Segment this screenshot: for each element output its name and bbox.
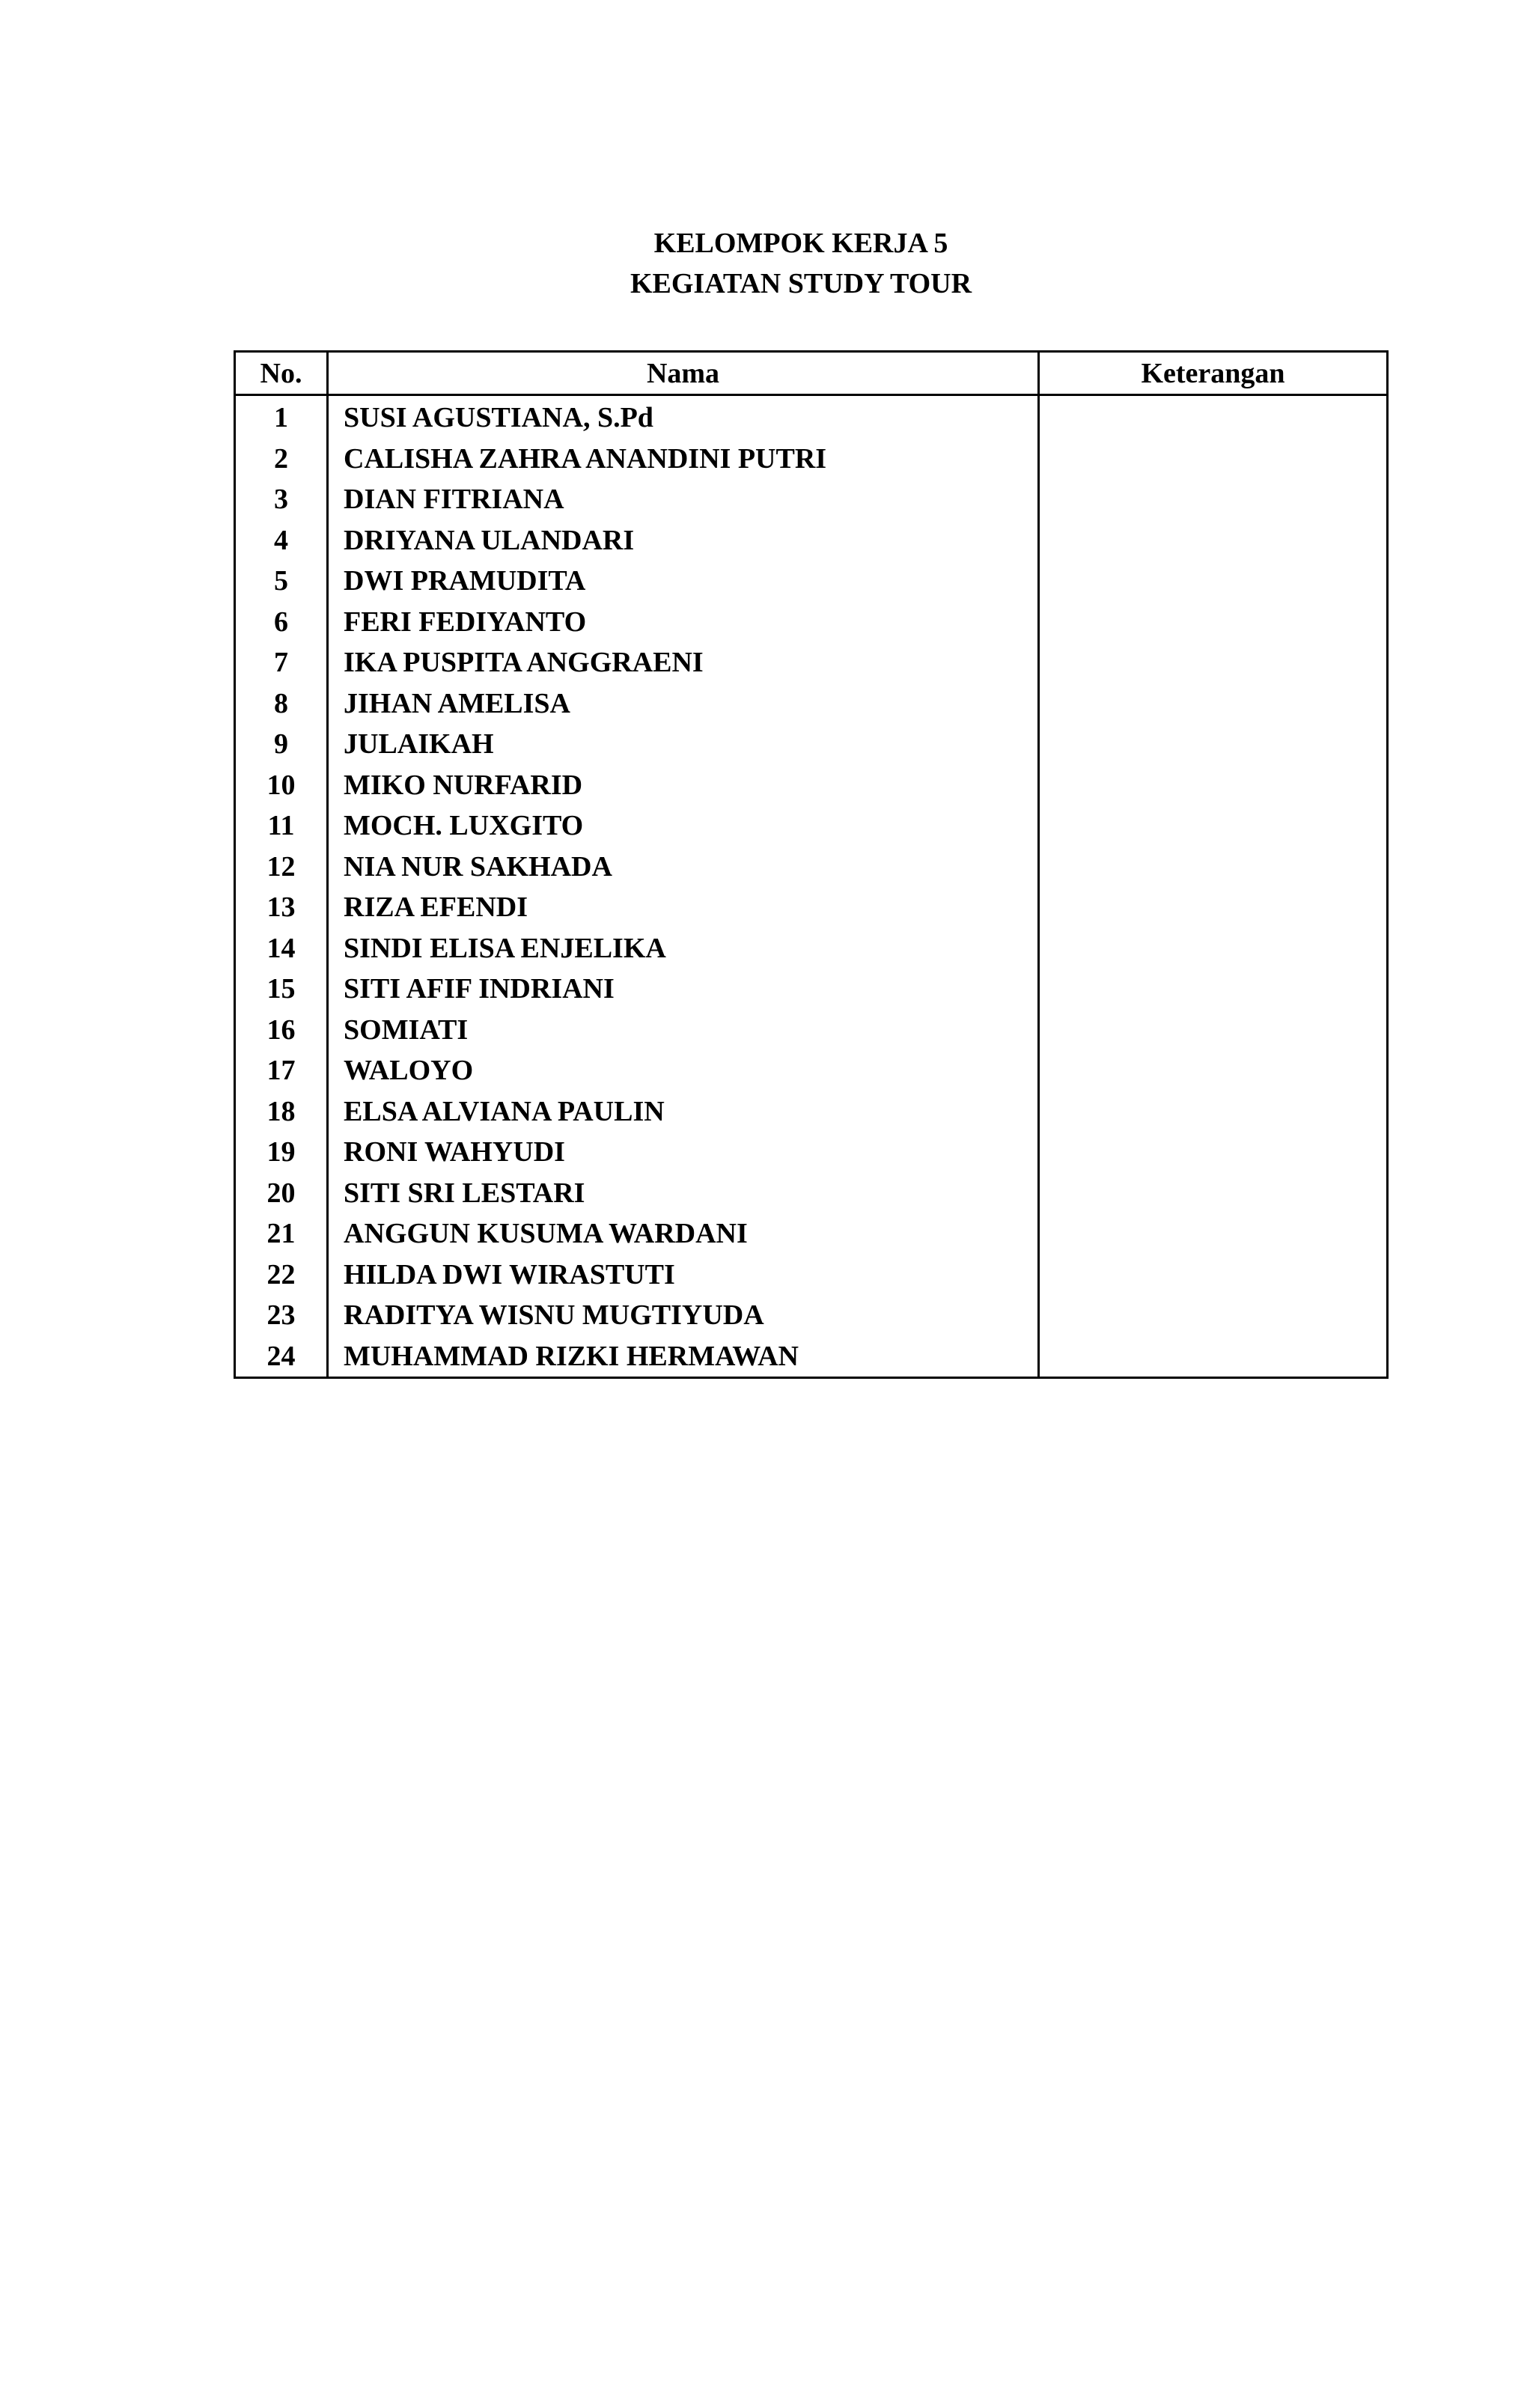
row-number: 6 [235, 602, 328, 643]
member-keterangan [1039, 805, 1388, 847]
row-number: 20 [235, 1173, 328, 1214]
member-name: WALOYO [328, 1050, 1039, 1091]
member-keterangan [1039, 439, 1388, 480]
header-nama: Nama [328, 352, 1039, 395]
row-number: 10 [235, 765, 328, 806]
row-number: 3 [235, 479, 328, 520]
member-keterangan [1039, 1255, 1388, 1296]
member-keterangan [1039, 520, 1388, 561]
row-number: 2 [235, 439, 328, 480]
header-no: No. [235, 352, 328, 395]
row-number: 24 [235, 1336, 328, 1378]
member-name: RADITYA WISNU MUGTIYUDA [328, 1295, 1039, 1336]
member-keterangan [1039, 1010, 1388, 1051]
member-keterangan [1039, 561, 1388, 602]
member-name: DRIYANA ULANDARI [328, 520, 1039, 561]
table-row [235, 1213, 1388, 1255]
table-row [235, 479, 1388, 520]
table-row [235, 887, 1388, 928]
table-row [235, 969, 1388, 1010]
member-name: NIA NUR SAKHADA [328, 847, 1039, 888]
member-keterangan [1039, 1173, 1388, 1214]
table-row [235, 1255, 1388, 1296]
row-number: 23 [235, 1295, 328, 1336]
member-keterangan [1039, 1132, 1388, 1173]
member-keterangan [1039, 969, 1388, 1010]
member-keterangan [1039, 724, 1388, 765]
member-name: DWI PRAMUDITA [328, 561, 1039, 602]
row-number: 15 [235, 969, 328, 1010]
table-row [235, 1336, 1388, 1378]
member-keterangan [1039, 1213, 1388, 1255]
member-name: SUSI AGUSTIANA, S.Pd [328, 395, 1039, 439]
member-name: RIZA EFENDI [328, 887, 1039, 928]
member-keterangan [1039, 765, 1388, 806]
member-keterangan [1039, 479, 1388, 520]
member-keterangan [1039, 887, 1388, 928]
member-name: JIHAN AMELISA [328, 683, 1039, 725]
table-row [235, 1050, 1388, 1091]
member-name: SINDI ELISA ENJELIKA [328, 928, 1039, 969]
member-name: FERI FEDIYANTO [328, 602, 1039, 643]
table-header-row [235, 352, 1388, 395]
member-name: SITI AFIF INDRIANI [328, 969, 1039, 1010]
table-row [235, 683, 1388, 725]
table-row [235, 439, 1388, 480]
table-row [235, 1091, 1388, 1133]
member-keterangan [1039, 642, 1388, 683]
table-row [235, 847, 1388, 888]
member-name: SITI SRI LESTARI [328, 1173, 1039, 1214]
row-number: 4 [235, 520, 328, 561]
table-row [235, 561, 1388, 602]
member-name: RONI WAHYUDI [328, 1132, 1039, 1173]
row-number: 19 [235, 1132, 328, 1173]
table-row [235, 765, 1388, 806]
row-number: 14 [235, 928, 328, 969]
member-name: ELSA ALVIANA PAULIN [328, 1091, 1039, 1133]
row-number: 21 [235, 1213, 328, 1255]
member-name: JULAIKAH [328, 724, 1039, 765]
member-name: HILDA DWI WIRASTUTI [328, 1255, 1039, 1296]
member-keterangan [1039, 1091, 1388, 1133]
table-row [235, 805, 1388, 847]
row-number: 7 [235, 642, 328, 683]
table-row [235, 724, 1388, 765]
row-number: 13 [235, 887, 328, 928]
table-row [235, 1010, 1388, 1051]
member-keterangan [1039, 1295, 1388, 1336]
row-number: 1 [235, 395, 328, 439]
member-name: MIKO NURFARID [328, 765, 1039, 806]
table-row [235, 520, 1388, 561]
table-row [235, 602, 1388, 643]
row-number: 22 [235, 1255, 328, 1296]
member-keterangan [1039, 395, 1388, 439]
row-number: 16 [235, 1010, 328, 1051]
document-title: KELOMPOK KERJA 5 [653, 228, 948, 259]
table-row [235, 395, 1388, 439]
row-number: 5 [235, 561, 328, 602]
member-keterangan [1039, 602, 1388, 643]
row-number: 8 [235, 683, 328, 725]
row-number: 12 [235, 847, 328, 888]
table-row [235, 1295, 1388, 1336]
table-row [235, 1173, 1388, 1214]
member-name: ANGGUN KUSUMA WARDANI [328, 1213, 1039, 1255]
member-name: SOMIATI [328, 1010, 1039, 1051]
row-number: 18 [235, 1091, 328, 1133]
row-number: 9 [235, 724, 328, 765]
member-name: DIAN FITRIANA [328, 479, 1039, 520]
table-row [235, 1132, 1388, 1173]
member-table [234, 350, 1389, 1379]
table-body [235, 395, 1388, 1378]
row-number: 17 [235, 1050, 328, 1091]
member-name: CALISHA ZAHRA ANANDINI PUTRI [328, 439, 1039, 480]
member-name: MOCH. LUXGITO [328, 805, 1039, 847]
header-keterangan: Keterangan [1039, 352, 1388, 395]
member-keterangan [1039, 1050, 1388, 1091]
table-row [235, 642, 1388, 683]
table-row [235, 928, 1388, 969]
row-number: 11 [235, 805, 328, 847]
document-subtitle: KEGIATAN STUDY TOUR [630, 268, 972, 299]
member-keterangan [1039, 847, 1388, 888]
member-keterangan [1039, 683, 1388, 725]
member-name: IKA PUSPITA ANGGRAENI [328, 642, 1039, 683]
member-keterangan [1039, 1336, 1388, 1378]
member-name: MUHAMMAD RIZKI HERMAWAN [328, 1336, 1039, 1378]
member-keterangan [1039, 928, 1388, 969]
